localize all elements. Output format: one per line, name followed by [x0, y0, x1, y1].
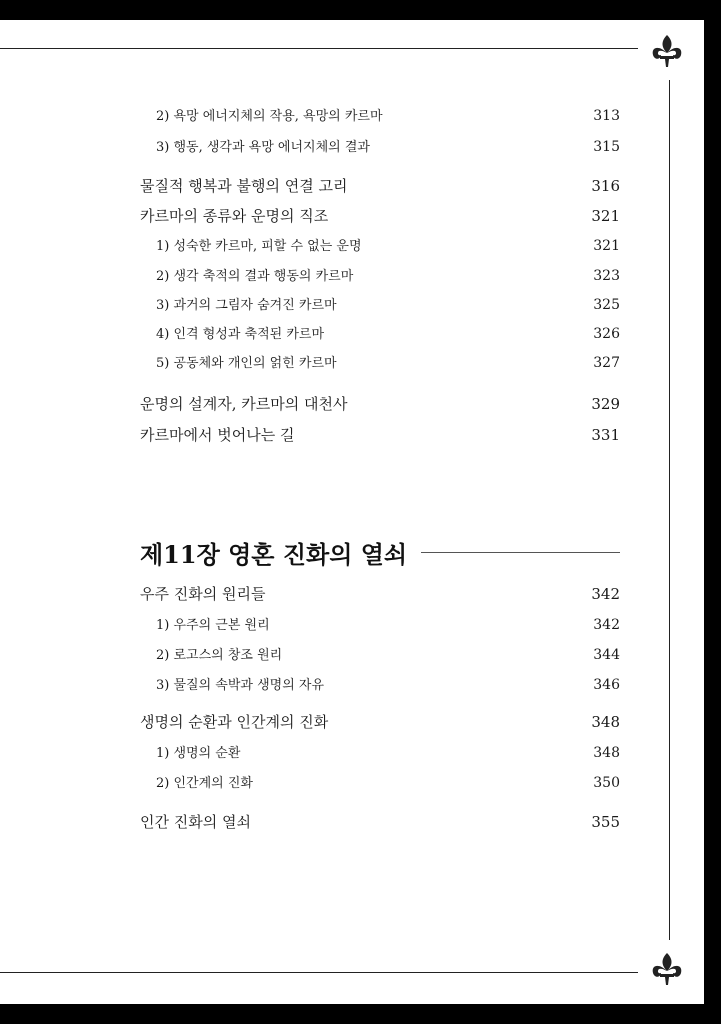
toc-entry-page: 342 [591, 585, 620, 603]
toc-entry[interactable] [140, 136, 620, 155]
toc-entry-page: 329 [591, 395, 620, 413]
toc-entry[interactable] [140, 644, 620, 663]
toc-entry-page: 348 [593, 745, 620, 761]
toc-entry-page: 342 [593, 617, 620, 633]
fleur-de-lis-icon [638, 940, 696, 998]
toc-entry-title: 카르마에서 벗어나는 길 [140, 426, 295, 444]
toc-entry[interactable] [140, 674, 620, 693]
toc-entry-title: 3) 과거의 그림자 숨겨진 카르마 [156, 298, 337, 313]
toc-entry[interactable] [140, 235, 620, 254]
toc-entry[interactable] [140, 614, 620, 633]
toc-entry-page: 326 [593, 326, 620, 342]
toc-entry[interactable] [140, 742, 620, 761]
toc-entry[interactable] [140, 265, 620, 284]
toc-entry-page: 327 [593, 355, 620, 371]
toc-entry[interactable] [140, 105, 620, 124]
toc-entry[interactable] [140, 352, 620, 371]
toc-entry-title: 5) 공동체와 개인의 얽힌 카르마 [156, 356, 337, 371]
toc-entry-page: 321 [593, 238, 620, 254]
toc-entry-page: 313 [593, 108, 620, 124]
toc-entry-page: 321 [591, 207, 620, 225]
toc-entry[interactable] [140, 772, 620, 791]
toc-entry-title: 2) 생각 축적의 결과 행동의 카르마 [156, 269, 354, 284]
toc-entry-page: 355 [591, 813, 620, 831]
toc-entry-title: 1) 생명의 순환 [156, 746, 241, 761]
toc-entry[interactable] [140, 711, 620, 732]
toc-entry-title: 1) 우주의 근본 원리 [156, 618, 270, 633]
toc-entry[interactable] [140, 175, 620, 196]
toc-entry-title: 생명의 순환과 인간계의 진화 [140, 713, 329, 731]
toc-entry[interactable] [140, 205, 620, 226]
toc-entry[interactable] [140, 811, 620, 832]
toc-entry[interactable] [140, 323, 620, 342]
toc-entry-page: 315 [593, 139, 620, 155]
book-page [0, 20, 704, 1004]
toc-entry[interactable] [140, 294, 620, 313]
toc-entry-page: 350 [593, 775, 620, 791]
toc-entry[interactable] [140, 583, 620, 604]
chapter-title: 제11장 영혼 진화의 열쇠 [140, 540, 408, 569]
toc-entry-title: 3) 행동, 생각과 욕망 에너지체의 결과 [156, 140, 370, 155]
toc-entry[interactable] [140, 424, 620, 445]
toc-entry-page: 348 [591, 713, 620, 731]
fleur-de-lis-icon [638, 22, 696, 80]
toc-entry-title: 우주 진화의 원리들 [140, 585, 266, 603]
toc-entry[interactable] [140, 393, 620, 414]
toc-entry-title: 인간 진화의 열쇠 [140, 813, 251, 831]
toc-entry-title: 3) 물질의 속박과 생명의 자유 [156, 678, 325, 693]
toc-entry-title: 1) 성숙한 카르마, 피할 수 없는 운명 [156, 239, 362, 254]
toc-entry-page: 316 [591, 177, 620, 195]
toc-entry-title: 2) 인간계의 진화 [156, 776, 253, 791]
toc-entry-title: 2) 욕망 에너지체의 작용, 욕망의 카르마 [156, 109, 383, 124]
toc-entry-title: 물질적 행복과 불행의 연결 고리 [140, 177, 348, 195]
chapter-rule [421, 552, 620, 553]
toc-entry-page: 344 [593, 647, 620, 663]
toc-entry-page: 331 [591, 426, 620, 444]
toc-entry-page: 323 [593, 268, 620, 284]
toc-entry-title: 4) 인격 형성과 축적된 카르마 [156, 327, 325, 342]
toc-entry-page: 346 [593, 677, 620, 693]
chapter-heading [140, 535, 620, 570]
toc-entry-title: 카르마의 종류와 운명의 직조 [140, 207, 329, 225]
toc-entry-title: 운명의 설계자, 카르마의 대천사 [140, 395, 348, 413]
toc-entry-page: 325 [593, 297, 620, 313]
toc-entry-title: 2) 로고스의 창조 원리 [156, 648, 283, 663]
